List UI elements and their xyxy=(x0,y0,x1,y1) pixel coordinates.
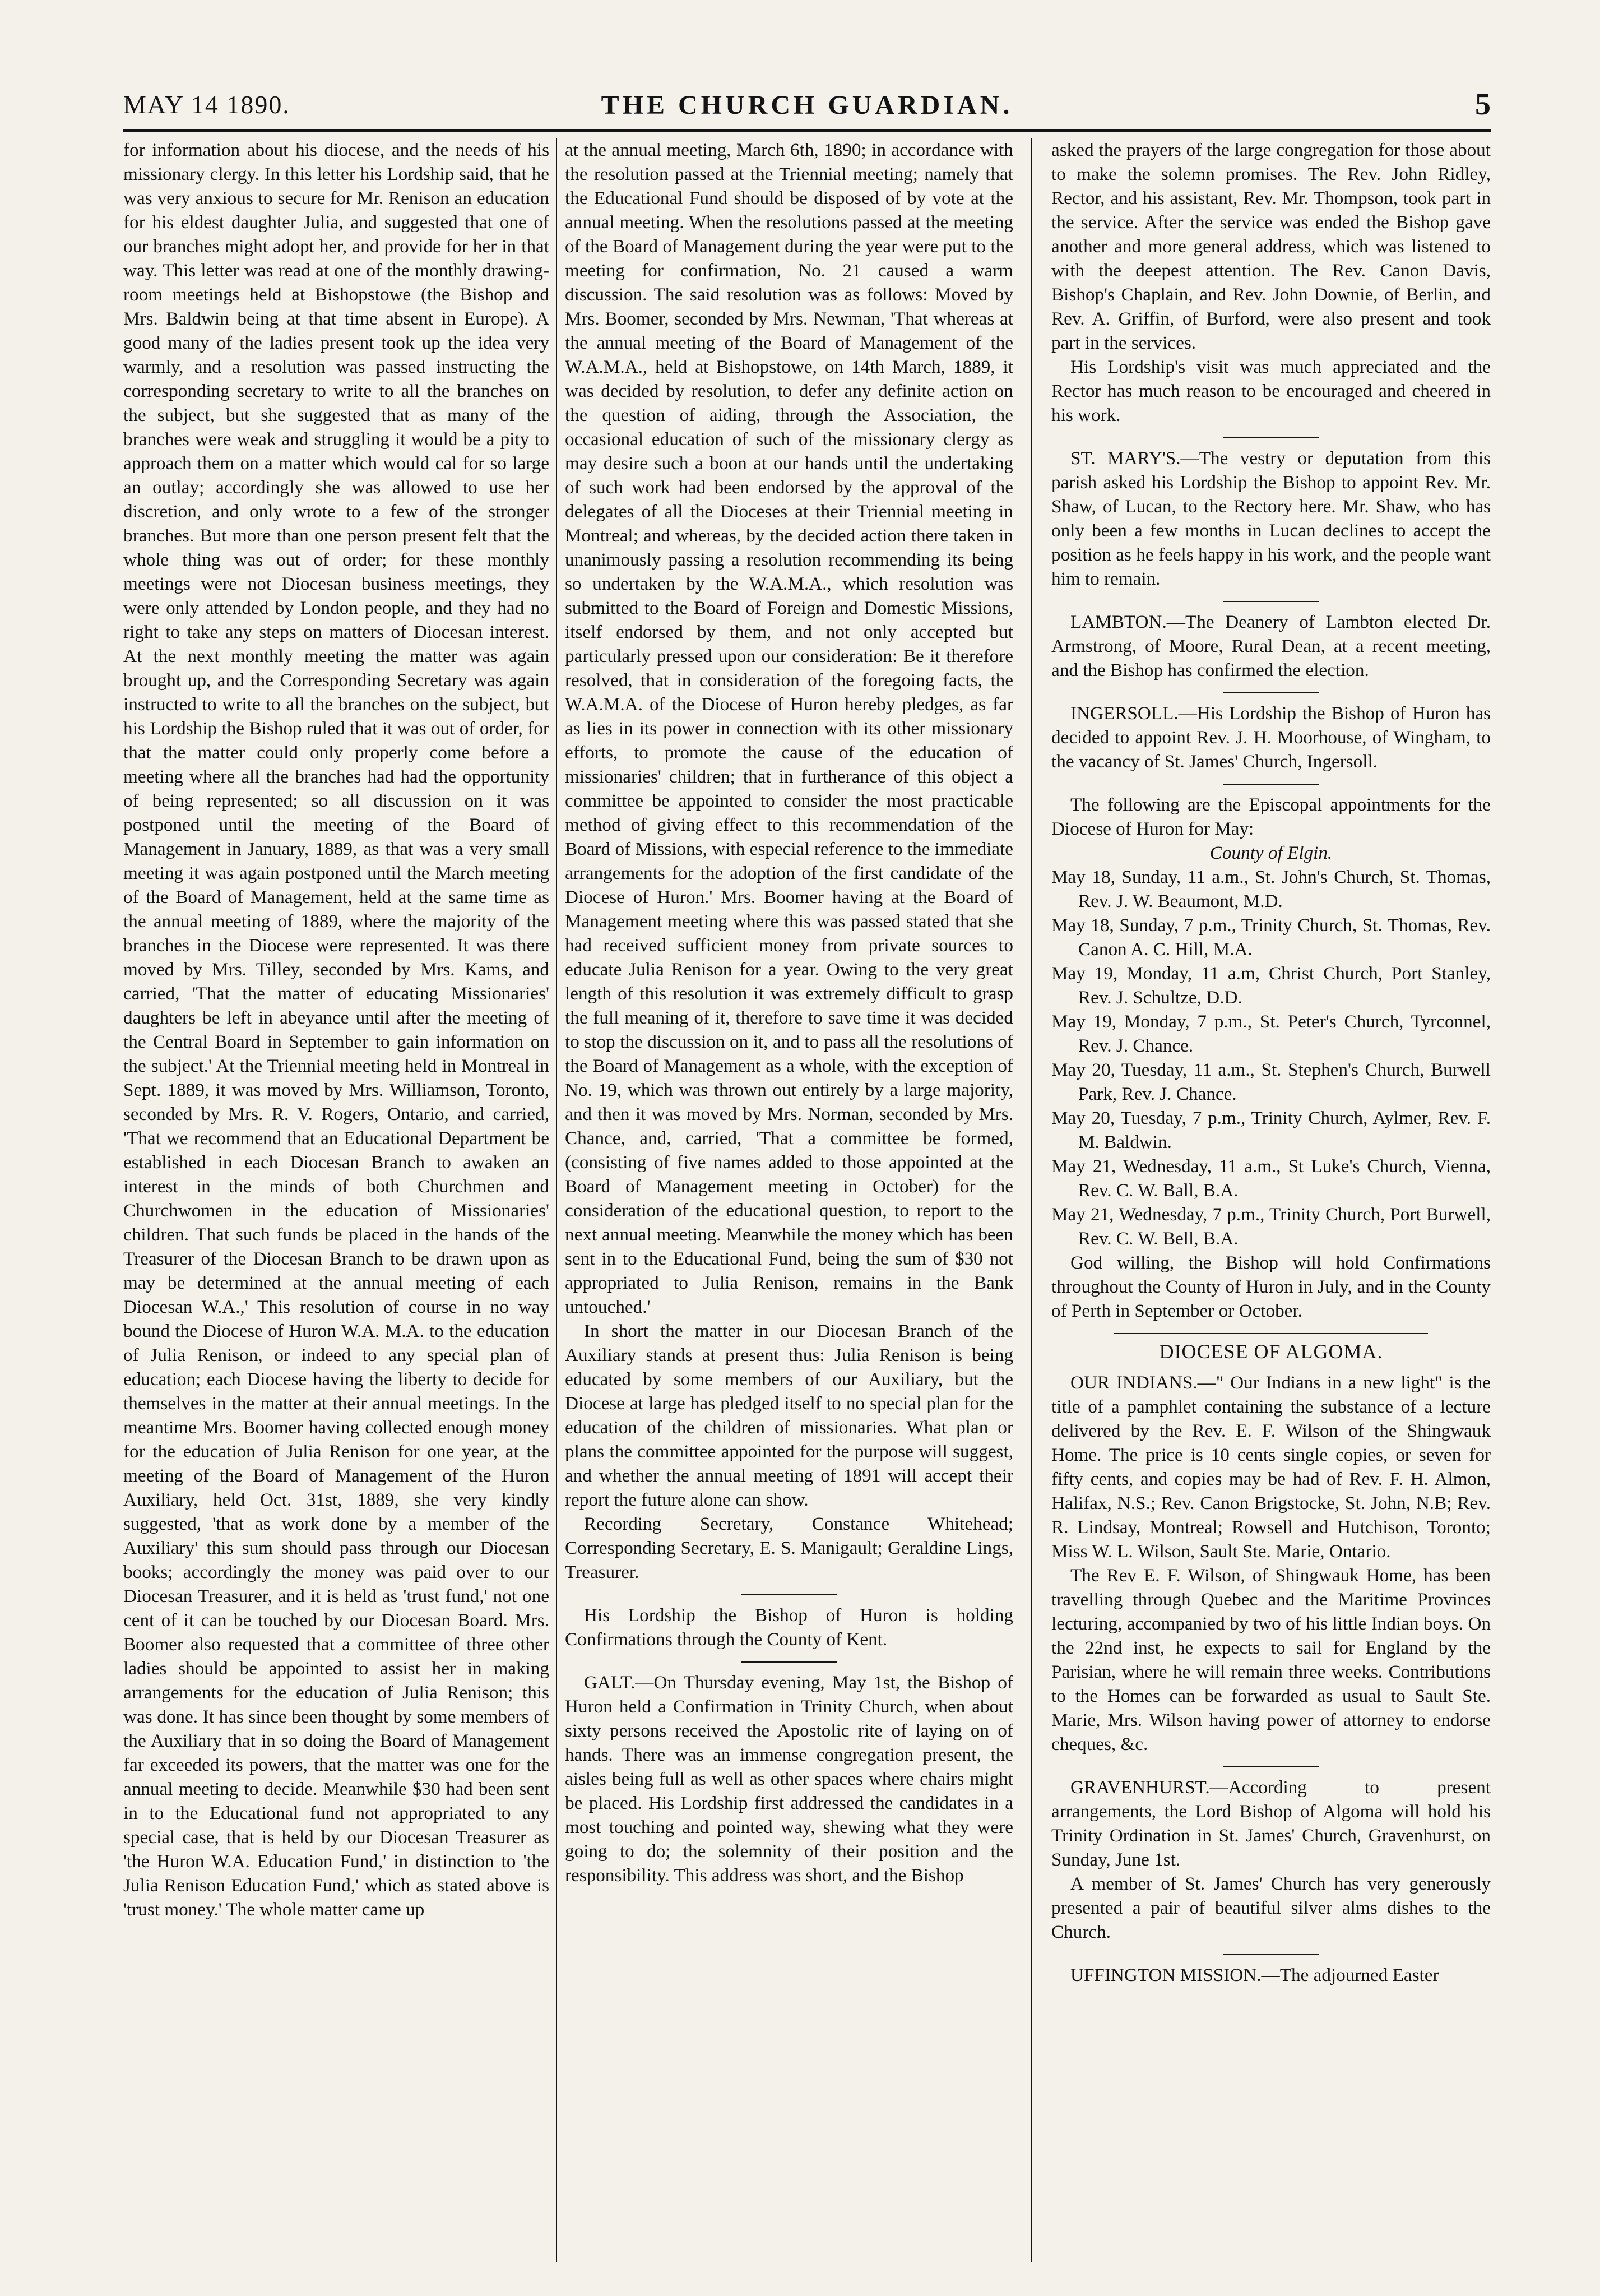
appointment-entry: May 20, Tuesday, 11 a.m., St. Stephen's Church, Burwell Park, Rev. J. Chance. xyxy=(1051,1059,1491,1104)
section-divider xyxy=(1223,601,1319,602)
item-text: —" Our Indians in a new light" is the title of a pamphlet containing the substance of a lecture delivered by the Rev. E. F. Wilson of the Shingwauk Home. The price is 10 cents single copies, or seven for fifty cents, and copies may be had of Rev. F. H. Almon, Halifax, N.S.; Rev. Canon Brigstocke, St. John, N.B; Rev. R. Lindsay, Montreal; Rowsell and Hutchison, Toronto; Miss W. L. Wilson, Sault Ste. Marie, Ontario. xyxy=(1051,1372,1491,1562)
column-2 xyxy=(565,138,1013,2262)
appointment-entry: May 19, Monday, 7 p.m., St. Peter's Church, Tyrconnel, Rev. J. Chance. xyxy=(1051,1011,1491,1056)
article-paragraph: Recording Secretary, Constance Whitehead; Corresponding Secretary, E. S. Manigault; Geraldine Lings, Treasurer. xyxy=(565,1513,1013,1582)
item-heading: GRAVENHURST. xyxy=(1070,1777,1210,1798)
item-text: —According to present arrangements, the Lord Bishop of Algoma will hold his Trinity Ordination in St. James' Church, Gravenhurst, on Sunday, June 1st. xyxy=(1051,1777,1491,1870)
appointment-entry: May 18, Sunday, 7 p.m., Trinity Church, St. Thomas, Rev. Canon A. C. Hill, M.A. xyxy=(1051,915,1491,960)
article-paragraph xyxy=(1051,446,1491,591)
section-divider xyxy=(741,1594,837,1595)
article-paragraph: In short the matter in our Diocesan Branch of the Auxiliary stands at present thus: Julia Renison is being educated by some members of our Auxiliary, but the Diocese at large has pledged itself to no special plan for the education of the children of missionaries. What plan or plans the committee appointed for the purpose will suggest, and whether the annual meeting of 1891 will accept their report the future alone can show. xyxy=(565,1321,1013,1510)
item-text: —His Lordship the Bishop of Huron has decided to appoint Rev. J. H. Moorhouse, of Wingham, to the vacancy of St. James' Church, Ingersoll. xyxy=(1051,703,1491,772)
article-paragraph: His Lordship's visit was much appreciated and the Rector has much reason to be encouraged and cheered in his work. xyxy=(1051,357,1491,425)
column-1 xyxy=(123,138,549,2262)
article-paragraph xyxy=(1051,1775,1491,1872)
page-number: 5 xyxy=(1475,87,1491,122)
item-heading: INGERSOLL. xyxy=(1070,703,1179,724)
item-heading: OUR INDIANS. xyxy=(1070,1372,1198,1393)
item-text: —The adjourned Easter xyxy=(1261,1965,1439,1985)
appointment-entry: May 18, Sunday, 11 a.m., St. John's Church, St. Thomas, Rev. J. W. Beaumont, M.D. xyxy=(1051,867,1491,911)
appointment-entry: May 19, Monday, 11 a.m, Christ Church, Port Stanley, Rev. J. Schultze, D.D. xyxy=(1051,963,1491,1008)
article-paragraph: asked the prayers of the large congregation for those about to make the solemn promises. The Rev. John Ridley, Rector, and his assistant, Rev. Mr. Thompson, took part in the service. After the service was ended the Bishop gave another and more general address, which was listened to with the deepest attention. The Rev. Canon Davis, Bishop's Chaplain, and Rev. John Downie, of Berlin, and Rev. A. Griffin, of Burford, were also present and took part in the services. xyxy=(1051,140,1491,353)
section-divider xyxy=(1223,437,1319,438)
article-paragraph xyxy=(565,1670,1013,1887)
section-divider xyxy=(1223,1954,1319,1955)
column-divider xyxy=(1031,138,1032,2262)
column-3 xyxy=(1051,138,1491,2262)
article-paragraph: The Rev E. F. Wilson, of Shingwauk Home, has been travelling through Quebec and the Maritime Provinces lecturing, accompanied by two of his little Indian boys. On the 22nd inst, he expects to sail for England by the Parisian, where he will remain three weeks. Contributions to the Homes can be forwarded as usual to Sault Ste. Marie, Mrs. Wilson having power of attorney to endorse cheques, &c. xyxy=(1051,1565,1491,1755)
article-paragraph: at the annual meeting, March 6th, 1890; in accordance with the resolution passed at the Triennial meeting; namely that the Educational Fund should be disposed of by vote at the annual meeting. When the resolutions passed at the meeting of the Board of Management during the year were put to the meeting for confirmation, No. 21 caused a warm discussion. The said resolution was as follows: Moved by Mrs. Boomer, seconded by Mrs. Newman, 'That whereas at the annual meeting of the Board of Management of the W.A.M.A., held at Bishopstowe, on 14th March, 1889, it was decided by resolution, to defer any definite action on the question of aiding, through the Association, the occasional education of such of the missionary clergy as may desire such a boon at our hands until the undertaking of such work had been endorsed by the approval of the delegates of all the Dioceses at their Triennial meeting in Montreal; and whereas, by the decided action there taken in unanimously passing a resolution recommending its being so undertaken by the W.A.M.A., which resolution was submitted to the Board of Foreign and Domestic Missions, itself endorsed by them, and not only accepted but particularly pressed upon our consideration: Be it therefore resolved, that in consideration of the foregoing facts, the W.A.M.A. of the Diocese of Huron hereby pledges, as far as lies in its power in connection with its other missionary efforts, to promote the cause of the education of missionaries' children; that in furtherance of this object a committee be appointed to consider the most practicable method of giving effect to this recommendation of the Board of Missions, with especial reference to the immediate arrangements for the adoption of the first candidate of the Diocese of Huron.' Mrs. Boomer having at the Board of Management meeting where this was passed stated that she had received sufficient money from private sources to educate Julia Renison for a year. Owing to the very great length of this resolution it was extremely difficult to grasp the full meaning of it, therefore to save time it was decided to stop the discussion on it, and to pass all the resolutions of the Board of Management as a whole, with the exception of No. 19, which was thrown out entirely by a large majority, and then it was moved by Mrs. Norman, seconded by Mrs. Chance, and, carried, 'That a committee be formed, (consisting of five names added to those appointed at the Board of Management meeting in October) for the consideration of the educational question, to report to the next annual meeting. Meanwhile the money which has been sent in to the Educational Fund, being the sum of $30 not appropriated to Julia Renison, remains in the Bank untouched.' xyxy=(565,140,1013,1317)
article-paragraph: God willing, the Bishop will hold Confirmations throughout the County of Huron in July, and in the County of Perth in September or October. xyxy=(1051,1252,1491,1321)
item-heading: GALT. xyxy=(584,1672,636,1693)
appointments-list xyxy=(1051,865,1491,1251)
newspaper-title: THE CHURCH GUARDIAN. xyxy=(601,90,1013,120)
item-text: —The vestry or deputation from this parish asked his Lordship the Bishop to appoint Rev. Mr. Shaw, of Lucan, to the Rectory here. Mr. Shaw, who has only been a few months in Lucan declines to accept the position as he feels happy in his work, and the people want him to remain. xyxy=(1051,448,1491,589)
item-heading: ST. MARY'S. xyxy=(1070,448,1181,469)
item-heading: LAMBTON. xyxy=(1070,612,1167,632)
section-divider xyxy=(1223,784,1319,785)
section-divider xyxy=(741,1661,837,1663)
appointment-entry: May 21, Wednesday, 7 p.m., Trinity Church, Port Burwell, Rev. C. W. Bell, B.A. xyxy=(1051,1204,1491,1249)
section-heading: DIOCESE OF ALGOMA. xyxy=(1159,1340,1383,1363)
article-paragraph: A member of St. James' Church has very generously presented a pair of beautiful silver alms dishes to the Church. xyxy=(1051,1873,1491,1942)
article-paragraph: for information about his diocese, and the needs of his missionary clergy. In this letter his Lordship said, that he was very anxious to secure for Mr. Renison an education for his eldest daughter Julia, and suggested that one of our branches might adopt her, and provide for her in that way. This letter was read at one of the monthly drawing-room meetings held at Bishopstowe (the Bishop and Mrs. Baldwin being at that time absent in Europe). A good many of the ladies present took up the idea very warmly, and a resolution was passed instructing the corresponding secretary to write to all the branches on the subject, but she suggested that as many of the branches were weak and struggling it would be a pity to approach them on a matter which would cal for so large an outlay; accordingly she was allowed to use her discretion, and only wrote to a few of the stronger branches. But more than one person present felt that the whole thing was out of order; for these monthly meetings were not Diocesan business meetings, they were only attended by London people, and they had no right to take any steps on matters of Diocesan interest. At the next monthly meeting the matter was again brought up, and the Corresponding Secretary was again instructed to write to all the branches on the subject, but his Lordship the Bishop ruled that it was out of order, for that the matter could only properly come before a meeting where all the branches had had the opportunity of being represented; so all discussion on it was postponed until the meeting of the Board of Management in January, 1889, as that was a very small meeting it was again postponed until the March meeting of the Board of Management, held at the same time as the annual meeting of 1889, where the majority of the branches in the Diocese were represented. It was there moved by Mrs. Tilley, seconded by Mrs. Kams, and carried, 'That the matter of educating Missionaries' daughters be left in abeyance until after the meeting of the Central Board in September to gain information on the subject.' At the Triennial meeting held in Montreal in Sept. 1889, it was moved by Mrs. Williamson, Toronto, seconded by Mrs. R. V. Rogers, Ontario, and carried, 'That we recommend that an Educational Department be established in each Diocesan Branch to awaken an interest in the minds of both Churchmen and Churchwomen in the education of Missionaries' children. That such funds be placed in the hands of the Treasurer of the Diocesan Branch to be drawn upon as may be determined at the annual meeting of each Diocesan W.A.,' This resolution of course in no way bound the Diocese of Huron W.A. M.A. to the education of Julia Renison, or indeed to any special plan of education; each Diocese having the liberty to decide for themselves in the matter at their annual meetings. In the meantime Mrs. Boomer having collected enough money for the education of Julia Renison for one year, at the meeting of the Board of Management of the Huron Auxiliary, held Oct. 31st, 1889, she very kindly suggested, 'that as work done by a member of the Auxiliary' this sum should pass through our Diocesan books; accordingly the money was paid over to our Diocesan Treasurer, and it is held as 'trust fund,' not one cent of it can be touched by our Diocesan Board. Mrs. Boomer also requested that a committee of three other ladies should be appointed to assist her in making arrangements for the education of Julia Renison; this was done. It has since been thought by some members of the Auxiliary that in so doing the Board of Management far exceeded its powers, that the matter was one for the annual meeting to decide. Meanwhile $30 had been sent in to the Educational fund not appropriated to any special case, that is held by our Diocesan Treasurer as 'the Huron W.A. Education Fund,' in distinction to 'the Julia Renison Education Fund,' which as stated above is 'trust money.' The whole matter came up xyxy=(123,140,549,1920)
appointment-entry: May 21, Wednesday, 11 a.m., St Luke's Church, Vienna, Rev. C. W. Ball, B.A. xyxy=(1051,1156,1491,1201)
article-paragraph xyxy=(1051,610,1491,682)
county-subheading: County of Elgin. xyxy=(1209,843,1333,863)
article-paragraph xyxy=(1051,1371,1491,1563)
appointment-entry: May 20, Tuesday, 7 p.m., Trinity Church, Aylmer, Rev. F. M. Baldwin. xyxy=(1051,1108,1491,1152)
column-divider xyxy=(556,138,557,2262)
masthead xyxy=(123,84,1491,132)
article-paragraph xyxy=(1051,1963,1491,1987)
section-divider xyxy=(1223,692,1319,693)
issue-date: MAY 14 1890. xyxy=(123,90,290,119)
article-paragraph xyxy=(1051,701,1491,774)
article-paragraph: The following are the Episcopal appointments for the Diocese of Huron for May: xyxy=(1051,794,1491,839)
article-paragraph: His Lordship the Bishop of Huron is holding Confirmations through the County of Kent. xyxy=(565,1605,1013,1650)
section-divider xyxy=(1223,1766,1319,1767)
item-heading: UFFINGTON MISSION. xyxy=(1070,1965,1262,1985)
item-text: —The Deanery of Lambton elected Dr. Armstrong, of Moore, Rural Dean, at a recent meeting, and the Bishop has confirmed the election. xyxy=(1051,612,1491,681)
section-divider xyxy=(1114,1333,1428,1334)
item-text: —On Thursday evening, May 1st, the Bishop of Huron held a Confirmation in Trinity Church, when about sixty persons received the Apostolic rite of laying on of hands. There was an immense congregation present, the aisles being full as well as other spaces where chairs might be placed. His Lordship first addressed the candidates in a most touching and pointed way, shewing what they were going to do; the solemnity of their position and the responsibility. This address was short, and the Bishop xyxy=(565,1672,1013,1886)
